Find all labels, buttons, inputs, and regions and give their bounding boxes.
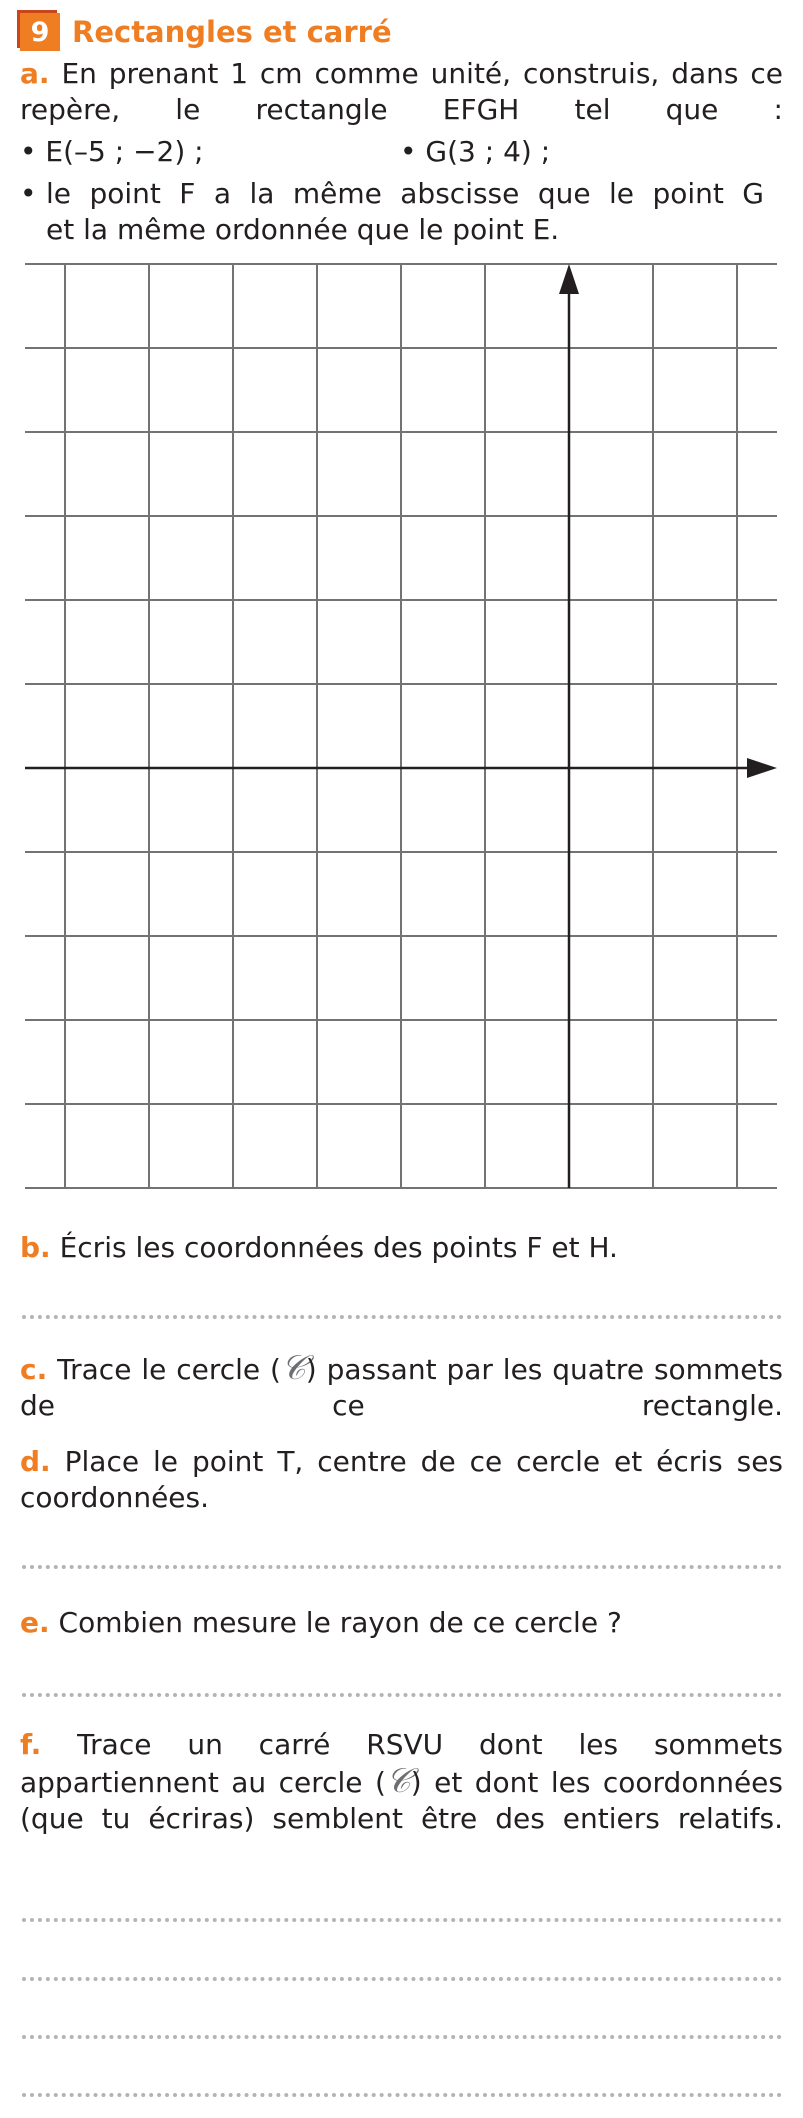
question-c-text-after: ) passant par les quatre sommets de ce rectangle. [20,1353,784,1422]
question-c-letter: c. [20,1353,48,1386]
answer-line-e[interactable] [22,1693,782,1697]
answer-line-f-2[interactable] [22,1977,782,1981]
question-f [20,1727,783,1873]
x-axis-arrow-icon [747,758,777,778]
bullet-point-g: • G(3 ; 4) ; [400,135,551,168]
circle-symbol: 𝒞 [280,1348,306,1388]
question-c-text-before: Trace le cercle ( [57,1353,281,1386]
answer-line-f-4[interactable] [22,2093,782,2097]
y-axis-arrow-icon [559,264,579,294]
answer-line-d[interactable] [22,1565,782,1569]
bullet-point-f-line1: le point F a la même abscisse que le point G [46,177,764,210]
bullet-point-e: • E(–5 ; −2) ; [20,135,204,168]
question-e-text: Combien mesure le rayon de ce cercle ? [58,1606,622,1639]
question-e [20,1605,783,1641]
question-f-text-before: Trace un carré RSVU dont les sommets appartiennent au cercle ( [20,1728,784,1799]
question-a-text: En prenant 1 cm comme unité, construis, dans ce repère, le rectangle EFGH tel que : [20,57,783,126]
question-a-letter: a. [20,57,50,90]
bullet-symbol: • [20,177,37,210]
exercise-title: Rectangles et carré [72,15,392,49]
answer-line-f-3[interactable] [22,2035,782,2039]
question-f-letter: f. [20,1728,42,1761]
answer-line-b[interactable] [22,1315,782,1319]
question-f-text-after: ) et dont les coordonnées (que tu écriras) semblent être des entiers relatifs. [20,1766,783,1835]
coordinate-grid [25,260,785,1200]
exercise-header [20,12,392,52]
question-b-letter: b. [20,1231,51,1264]
question-d-letter: d. [20,1445,51,1478]
question-d [20,1444,783,1552]
bullet-point-f-line2: et la même ordonnée que le point E. [46,213,560,246]
exercise-number-badge: 9 [20,13,60,51]
circle-symbol: 𝒞 [385,1761,411,1801]
question-b [20,1230,783,1266]
question-d-text: Place le point T, centre de ce cercle et écris ses coordonnées. [20,1445,784,1514]
answer-line-f-1[interactable] [22,1918,782,1922]
question-b-text: Écris les coordonnées des points F et H. [59,1231,618,1264]
question-e-letter: e. [20,1606,50,1639]
